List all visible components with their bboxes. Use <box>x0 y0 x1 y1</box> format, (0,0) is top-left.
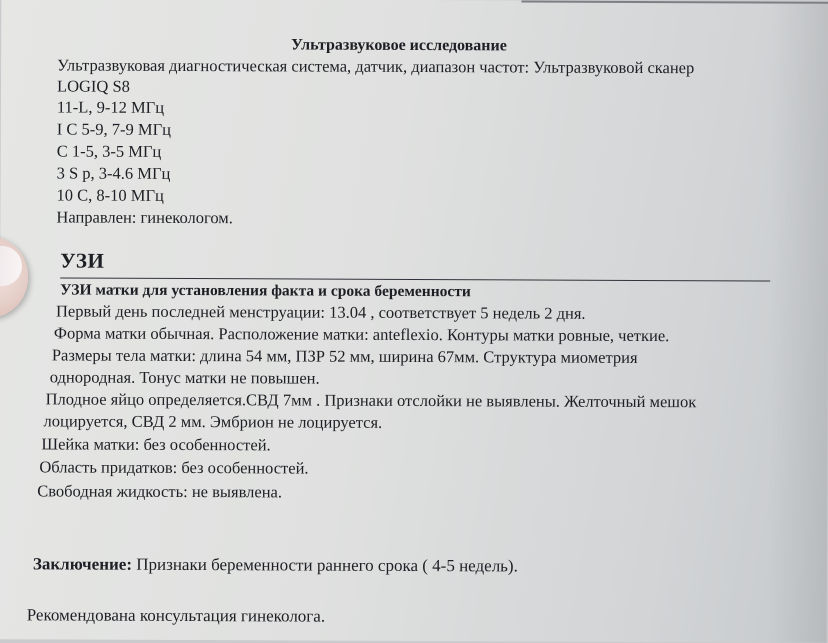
finding-line: однородная. Тонус матки не повышен. <box>49 367 320 388</box>
equipment-line: Ультразвуковая диагностическая система, датчик, диапазон частот: Ультразвуковой сканер <box>57 55 695 78</box>
equipment-line: I C 5-9, 7-9 МГц <box>56 119 172 139</box>
referral-line: Направлен: гинекологом. <box>56 207 233 228</box>
page-shadow <box>767 2 828 643</box>
finding-line: Форма матки обычная. Расположение матки: anteflexio. Контуры матки ровные, четкие. <box>53 323 670 346</box>
finding-line: Плодное яйцо определяется.СВД 7мм . Признаки отслойки не выявлены. Желточный мешок <box>45 389 697 412</box>
recommendation-line: Рекомендована консультация гинеколога. <box>26 605 326 626</box>
finding-line: лоцируется, СВД 2 мм. Эмбрион не лоцируется. <box>43 411 383 432</box>
section-title: УЗИ <box>60 248 105 273</box>
subsection-title: УЗИ матки для установления факта и срока беременности <box>60 281 471 301</box>
finding-line: Первый день последней менструации: 13.04 , соответствует 5 недель 2 дня. <box>55 301 586 323</box>
finding-line: Область придатков: без особенностей. <box>39 457 309 478</box>
conclusion-line <box>33 554 518 576</box>
equipment-line: LOGIQ S8 <box>56 76 130 96</box>
conclusion-text: Признаки беременности раннего срока ( 4-5 недель). <box>136 554 518 576</box>
finding-line: Размеры тела матки: длина 54 мм, ПЗР 52 мм, ширина 67мм. Структура миометрия <box>51 345 638 367</box>
conclusion-label: Заключение: <box>32 554 133 574</box>
top-edge-line <box>521 0 828 3</box>
document-title: Ультразвуковое исследование <box>291 36 507 55</box>
equipment-line: 11-L, 9-12 МГц <box>56 97 165 117</box>
equipment-line: 3 S p, 3-4.6 МГц <box>56 163 171 183</box>
finding-line: Свободная жидкость: не выявлена. <box>37 481 283 502</box>
finding-line: Шейка матки: без особенностей. <box>41 434 271 455</box>
equipment-line: C 1-5, 3-5 МГц <box>56 141 162 161</box>
equipment-line: 10 C, 8-10 МГц <box>56 185 164 205</box>
